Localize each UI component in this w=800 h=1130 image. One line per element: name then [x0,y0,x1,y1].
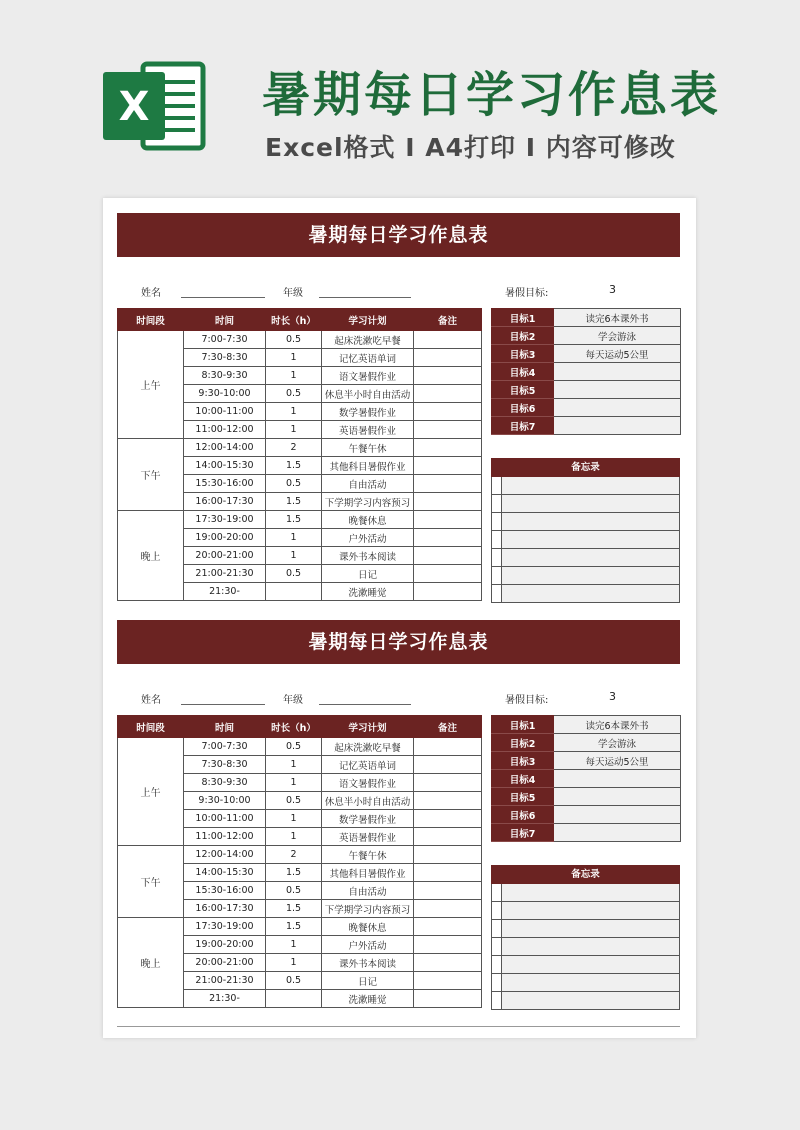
time-cell[interactable]: 21:00-21:30 [184,565,266,583]
note-cell[interactable] [414,792,482,810]
plan-cell[interactable]: 记忆英语单词 [322,756,414,774]
goal-label: 目标5 [492,788,554,806]
memo-row[interactable] [491,920,680,938]
memo-row[interactable] [491,974,680,992]
note-cell[interactable] [414,900,482,918]
note-cell[interactable] [414,547,482,565]
time-cell[interactable]: 21:30- [184,583,266,601]
time-cell[interactable]: 15:30-16:00 [184,882,266,900]
plan-cell[interactable]: 其他科目暑假作业 [322,457,414,475]
column-header: 时间 [184,716,266,738]
table-row [118,738,482,756]
goal-row [492,788,681,806]
goal-row [492,806,681,824]
time-cell[interactable]: 7:00-7:30 [184,331,266,349]
goal-value[interactable]: 学会游泳 [554,734,681,752]
note-cell[interactable] [414,828,482,846]
name-label: 姓名 [141,695,161,706]
table-row [118,846,482,864]
note-cell[interactable] [414,774,482,792]
plan-cell[interactable]: 户外活动 [322,936,414,954]
duration-cell[interactable]: 1 [266,421,322,439]
memo-box [491,458,680,603]
time-cell[interactable]: 21:30- [184,990,266,1008]
note-cell[interactable] [414,439,482,457]
table-row [118,511,482,529]
plan-cell[interactable]: 课外书本阅读 [322,954,414,972]
period-label: 下午 [118,439,184,511]
column-header: 学习计划 [322,309,414,331]
note-cell[interactable] [414,882,482,900]
goal-value[interactable]: 每天运动5公里 [554,752,681,770]
plan-cell[interactable]: 自由活动 [322,882,414,900]
plan-cell[interactable]: 数学暑假作业 [322,810,414,828]
time-cell[interactable]: 20:00-21:00 [184,547,266,565]
duration-cell[interactable]: 1.5 [266,900,322,918]
plan-cell[interactable]: 起床洗漱吃早餐 [322,738,414,756]
column-header: 时长（h） [266,309,322,331]
goal-row [492,327,681,345]
goals-table [491,715,681,842]
note-cell[interactable] [414,990,482,1008]
time-cell[interactable]: 20:00-21:00 [184,954,266,972]
note-cell[interactable] [414,565,482,583]
duration-cell[interactable]: 2 [266,439,322,457]
grade-label: 年级 [283,695,303,706]
plan-cell[interactable]: 洗漱睡觉 [322,583,414,601]
goal-value[interactable] [554,417,681,435]
goal-value[interactable]: 学会游泳 [554,327,681,345]
column-header: 时间段 [118,716,184,738]
grade-label: 年级 [283,288,303,299]
goal-row [492,345,681,363]
duration-cell[interactable]: 0.5 [266,882,322,900]
goal-label: 目标3 [492,752,554,770]
goal-value[interactable] [554,363,681,381]
name-field[interactable] [181,297,265,298]
duration-cell[interactable]: 2 [266,846,322,864]
page-title: 暑期每日学习作息表 [262,67,722,123]
duration-cell[interactable]: 1 [266,756,322,774]
time-cell[interactable]: 14:00-15:30 [184,457,266,475]
column-header: 备注 [414,716,482,738]
duration-cell[interactable]: 1.5 [266,493,322,511]
plan-cell[interactable]: 下学期学习内容预习 [322,493,414,511]
note-cell[interactable] [414,493,482,511]
time-cell[interactable]: 10:00-11:00 [184,810,266,828]
duration-cell[interactable]: 1 [266,828,322,846]
duration-cell[interactable]: 1 [266,954,322,972]
time-cell[interactable]: 8:30-9:30 [184,367,266,385]
table-row [118,918,482,936]
note-cell[interactable] [414,475,482,493]
plan-cell[interactable]: 英语暑假作业 [322,828,414,846]
time-cell[interactable]: 7:00-7:30 [184,738,266,756]
plan-cell[interactable]: 日记 [322,565,414,583]
target-value[interactable]: 3 [609,283,616,296]
goal-label: 目标3 [492,345,554,363]
period-label: 上午 [118,738,184,846]
grade-field[interactable] [319,297,411,298]
goal-value[interactable] [554,824,681,842]
table-row [118,331,482,349]
period-label: 下午 [118,846,184,918]
goal-value[interactable] [554,788,681,806]
note-cell[interactable] [414,529,482,547]
duration-cell[interactable]: 0.5 [266,792,322,810]
note-cell[interactable] [414,936,482,954]
goal-label: 目标1 [492,309,554,327]
plan-cell[interactable]: 日记 [322,972,414,990]
note-cell[interactable] [414,421,482,439]
duration-cell[interactable]: 1 [266,367,322,385]
goal-value[interactable]: 读完6本课外书 [554,309,681,327]
time-cell[interactable]: 17:30-19:00 [184,918,266,936]
goal-row [492,399,681,417]
plan-cell[interactable]: 英语暑假作业 [322,421,414,439]
plan-cell[interactable]: 记忆英语单词 [322,349,414,367]
goal-label: 目标1 [492,716,554,734]
duration-cell[interactable]: 1.5 [266,511,322,529]
grade-field[interactable] [319,704,411,705]
plan-cell[interactable]: 休息半小时自由活动 [322,385,414,403]
table-row [118,439,482,457]
time-cell[interactable]: 7:30-8:30 [184,349,266,367]
goal-label: 目标7 [492,824,554,842]
goal-row [492,824,681,842]
column-header: 备注 [414,309,482,331]
time-cell[interactable]: 9:30-10:00 [184,385,266,403]
plan-cell[interactable]: 晚餐休息 [322,511,414,529]
goal-row [492,417,681,435]
time-cell[interactable]: 16:00-17:30 [184,493,266,511]
page-subtitle: Excel格式 I A4打印 I 内容可修改 [265,133,676,162]
note-cell[interactable] [414,738,482,756]
column-header: 时长（h） [266,716,322,738]
duration-cell[interactable]: 1 [266,810,322,828]
memo-row[interactable] [491,477,680,495]
goal-label: 目标7 [492,417,554,435]
duration-cell[interactable]: 0.5 [266,385,322,403]
goal-row [492,770,681,788]
duration-cell[interactable]: 0.5 [266,565,322,583]
time-cell[interactable]: 16:00-17:30 [184,900,266,918]
note-cell[interactable] [414,511,482,529]
period-label: 晚上 [118,511,184,601]
duration-cell[interactable]: 1.5 [266,457,322,475]
memo-row[interactable] [491,884,680,902]
goal-row [492,363,681,381]
note-cell[interactable] [414,367,482,385]
plan-cell[interactable]: 起床洗漱吃早餐 [322,331,414,349]
goal-value[interactable] [554,806,681,824]
goal-row [492,752,681,770]
plan-cell[interactable]: 午餐午休 [322,846,414,864]
excel-icon [103,60,207,152]
goal-label: 目标2 [492,734,554,752]
note-cell[interactable] [414,846,482,864]
duration-cell[interactable]: 1.5 [266,864,322,882]
note-cell[interactable] [414,918,482,936]
goal-label: 目标6 [492,399,554,417]
plan-cell[interactable]: 洗漱睡觉 [322,990,414,1008]
note-cell[interactable] [414,810,482,828]
duration-cell[interactable] [266,583,322,601]
note-cell[interactable] [414,403,482,421]
goal-value[interactable] [554,381,681,399]
target-label: 暑假目标: [505,288,549,299]
time-cell[interactable]: 8:30-9:30 [184,774,266,792]
goal-label: 目标4 [492,770,554,788]
duration-cell[interactable]: 1 [266,936,322,954]
memo-box [491,865,680,1010]
note-cell[interactable] [414,349,482,367]
sheet-title: 暑期每日学习作息表 [117,213,680,257]
plan-cell[interactable]: 下学期学习内容预习 [322,900,414,918]
goal-row [492,716,681,734]
goal-value[interactable] [554,399,681,417]
time-cell[interactable]: 14:00-15:30 [184,864,266,882]
duration-cell[interactable]: 1 [266,547,322,565]
duration-cell[interactable]: 1 [266,403,322,421]
period-label: 上午 [118,331,184,439]
plan-cell[interactable]: 语文暑假作业 [322,367,414,385]
memo-row[interactable] [491,567,680,585]
time-cell[interactable]: 21:00-21:30 [184,972,266,990]
time-cell[interactable]: 19:00-20:00 [184,529,266,547]
note-cell[interactable] [414,583,482,601]
memo-header: 备忘录 [491,865,680,884]
plan-cell[interactable]: 自由活动 [322,475,414,493]
time-cell[interactable]: 19:00-20:00 [184,936,266,954]
goal-label: 目标2 [492,327,554,345]
duration-cell[interactable]: 0.5 [266,972,322,990]
plan-cell[interactable]: 数学暑假作业 [322,403,414,421]
time-cell[interactable]: 12:00-14:00 [184,846,266,864]
goal-value[interactable] [554,770,681,788]
goal-row [492,734,681,752]
note-cell[interactable] [414,864,482,882]
note-cell[interactable] [414,972,482,990]
column-header: 时间段 [118,309,184,331]
plan-cell[interactable]: 课外书本阅读 [322,547,414,565]
period-label: 晚上 [118,918,184,1008]
duration-cell[interactable]: 1.5 [266,918,322,936]
plan-cell[interactable]: 休息半小时自由活动 [322,792,414,810]
goal-value[interactable]: 每天运动5公里 [554,345,681,363]
memo-row[interactable] [491,902,680,920]
goal-label: 目标5 [492,381,554,399]
duration-cell[interactable]: 0.5 [266,475,322,493]
memo-row[interactable] [491,992,680,1010]
note-cell[interactable] [414,457,482,475]
goals-table [491,308,681,435]
plan-cell[interactable]: 午餐午休 [322,439,414,457]
plan-cell[interactable]: 户外活动 [322,529,414,547]
plan-cell[interactable]: 其他科目暑假作业 [322,864,414,882]
time-cell[interactable]: 9:30-10:00 [184,792,266,810]
duration-cell[interactable]: 0.5 [266,738,322,756]
note-cell[interactable] [414,385,482,403]
goal-label: 目标6 [492,806,554,824]
memo-header: 备忘录 [491,458,680,477]
time-cell[interactable]: 11:00-12:00 [184,828,266,846]
memo-row[interactable] [491,495,680,513]
duration-cell[interactable] [266,990,322,1008]
name-field[interactable] [181,704,265,705]
note-cell[interactable] [414,756,482,774]
schedule-table [117,715,482,1008]
sheet-title: 暑期每日学习作息表 [117,620,680,664]
goal-row [492,381,681,399]
note-cell[interactable] [414,954,482,972]
column-header: 时间 [184,309,266,331]
time-cell[interactable]: 10:00-11:00 [184,403,266,421]
goal-row [492,309,681,327]
goal-label: 目标4 [492,363,554,381]
duration-cell[interactable]: 1 [266,349,322,367]
duration-cell[interactable]: 0.5 [266,331,322,349]
schedule-table [117,308,482,601]
memo-row[interactable] [491,549,680,567]
logo-letter: X [118,84,150,130]
memo-row[interactable] [491,531,680,549]
time-cell[interactable]: 12:00-14:00 [184,439,266,457]
target-label: 暑假目标: [505,695,549,706]
duration-cell[interactable]: 1 [266,529,322,547]
plan-cell[interactable]: 语文暑假作业 [322,774,414,792]
note-cell[interactable] [414,331,482,349]
memo-row[interactable] [491,585,680,603]
time-cell[interactable]: 15:30-16:00 [184,475,266,493]
goal-value[interactable]: 读完6本课外书 [554,716,681,734]
name-label: 姓名 [141,288,161,299]
time-cell[interactable]: 17:30-19:00 [184,511,266,529]
memo-row[interactable] [491,956,680,974]
column-header: 学习计划 [322,716,414,738]
memo-row[interactable] [491,513,680,531]
memo-row[interactable] [491,938,680,956]
time-cell[interactable]: 11:00-12:00 [184,421,266,439]
target-value[interactable]: 3 [609,690,616,703]
duration-cell[interactable]: 1 [266,774,322,792]
bottom-divider [117,1026,680,1027]
time-cell[interactable]: 7:30-8:30 [184,756,266,774]
plan-cell[interactable]: 晚餐休息 [322,918,414,936]
